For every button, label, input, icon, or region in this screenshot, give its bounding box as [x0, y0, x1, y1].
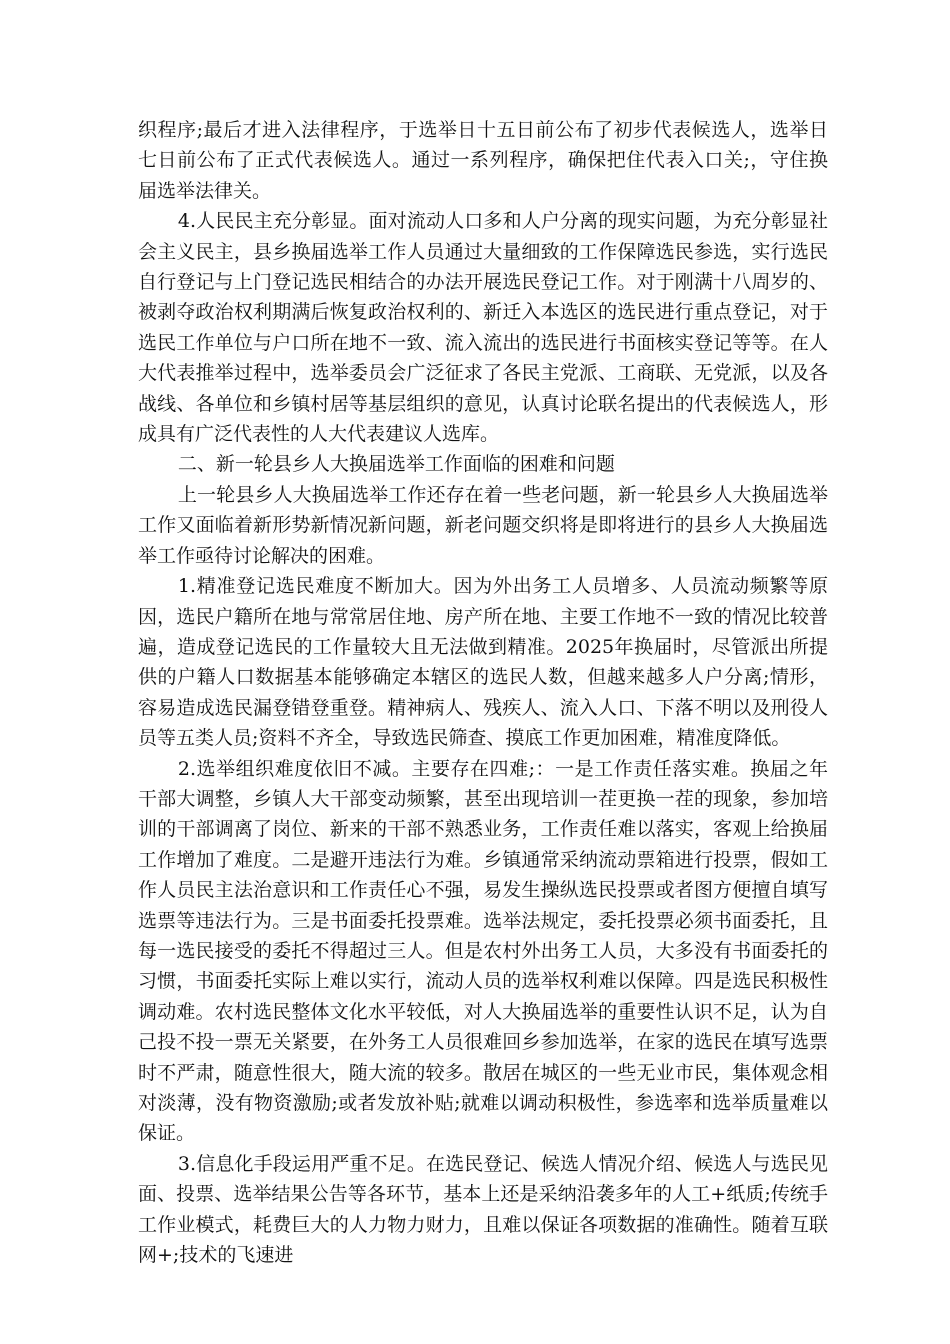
paragraph-intro-problems: 上一轮县乡人大换届选举工作还存在着一些老问题，新一轮县乡人大换届选举工作又面临着新形势新情况新问题，新老问题交织将是即将进行的县乡人大换届选举工作亟待讨论解决的困难。	[138, 483, 828, 567]
paragraph-election-organization: 2.选举组织难度依旧不减。主要存在四难;：一是工作责任落实难。换届之年干部大调整，乡镇人大干部变动频繁，甚至出现培训一茬更换一茬的现象，参加培训的干部调离了岗位、新来的干部不熟悉业务，工作责任难以落实，客观上给换届工作增加了难度。二是避开违法行为难。乡镇通常采纳流动票箱进行投票，假如工作人员民主法治意识和工作责任心不强，易发生操纵选民投票或者图方便擅自填写选票等违法行为。三是书面委托投票难。选举法规定，委托投票必须书面委托，且每一选民接受的委托不得超过三人。但是农村外出务工人员，大多没有书面委托的习惯，书面委托实际上难以实行，流动人员的选举权利难以保障。四是选民积极性调动难。农村选民整体文化水平较低，对人大换届选举的重要性认识不足，认为自己投不投一票无关紧要，在外务工人员很难回乡参加选举，在家的选民在填写选票时不严肃，随意性很大，随大流的较多。散居在城区的一些无业市民，集体观念相对淡薄，没有物资激励;或者发放补贴;就难以调动积极性，参选率和选举质量难以保证。	[138, 757, 828, 1145]
section-heading: 二、新一轮县乡人大换届选举工作面临的困难和问题	[177, 453, 615, 476]
document-body	[138, 115, 828, 1270]
paragraph-voter-registration: 1.精准登记选民难度不断加大。因为外出务工人员增多、人员流动频繁等原因，选民户籍所在地与常常居住地、房产所在地、主要工作地不一致的情况比较普遍，造成登记选民的工作量较大且无法做到精准。2025年换届时，尽管派出所提供的户籍人口数据基本能够确定本辖区的选民人数，但越来越多人户分离;情形，容易造成选民漏登错登重登。精神病人、残疾人、流入人口、下落不明以及刑役人员等五类人员;资料不齐全，导致选民筛查、摸底工作更加困难，精准度降低。	[138, 575, 828, 750]
paragraph-informatization: 3.信息化手段运用严重不足。在选民登记、候选人情况介绍、候选人与选民见面、投票、选举结果公告等各环节，基本上还是采纳沿袭多年的人工+纸质;传统手工作业模式，耗费巨大的人力物力财力，且难以保证各项数据的准确性。随着互联网+;技术的飞速进	[138, 1152, 828, 1267]
paragraph-continued: 织程序;最后才进入法律程序，于选举日十五日前公布了初步代表候选人，选举日七日前公布了正式代表候选人。通过一系列程序，确保把住代表入口关;，守住换届选举法律关。	[138, 119, 828, 202]
paragraph-people-democracy: 4.人民民主充分彰显。面对流动人口多和人户分离的现实问题，为充分彰显社会主义民主，县乡换届选举工作人员通过大量细致的工作保障选民参选，实行选民自行登记与上门登记选民相结合的办法开展选民登记工作。对于刚满十八周岁的、被剥夺政治权利期满后恢复政治权利的、新迁入本选区的选民进行重点登记，对于选民工作单位与户口所在地不一致、流入流出的选民进行书面核实登记等等。在人大代表推举过程中，选举委员会广泛征求了各民主党派、工商联、无党派，以及各战线、各单位和乡镇村居等基层组织的意见，认真讨论联名提出的代表候选人，形成具有广泛代表性的人大代表建议人选库。	[138, 210, 828, 446]
